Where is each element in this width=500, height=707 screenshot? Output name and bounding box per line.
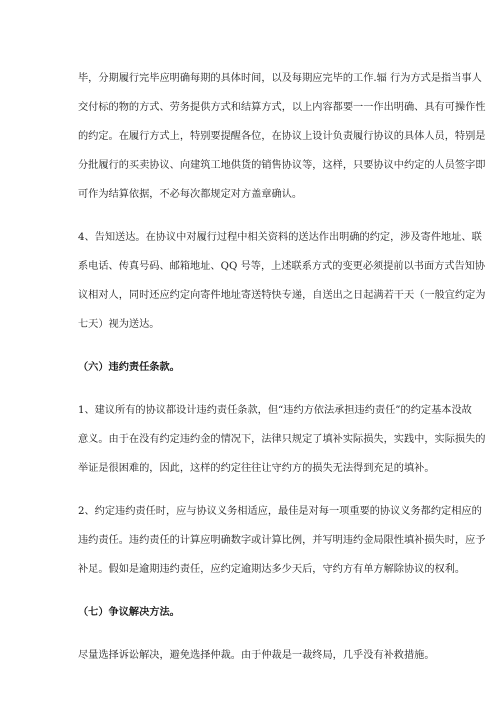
text-line: 举证是很困难的，因此，这样的约定往往让守约方的损失无法得到充足的填补。 [78,463,435,474]
paragraph-breach-clause-2 [78,497,486,584]
paragraph-dispute-resolution [78,641,435,670]
paragraph-performance-method [78,64,486,209]
paragraph-notice-delivery [78,223,486,339]
text-line: 交付标的物的方式、劳务提供方式和结算方式，以上内容都要一一作出明确、具有可操作性 [78,102,486,113]
text-line: 七天）视为送达。 [78,319,160,330]
text-line: 尽量选择诉讼解决，避免选择仲裁。由于仲裁是一裁终局，几乎没有补救措施。 [78,650,435,661]
text-line: 4、告知送达。在协议中对履行过程中相关资料的送达作出明确的约定，涉及寄件地址、联 [78,232,482,243]
text-line: 1、建议所有的协议都设计违约责任条款，但“违约方依法承担违约责任”的约定基本没故 [78,405,472,416]
text-line: 分批履行的买卖协议、向建筑工地供货的销售协议等，这样，只要协议中约定的人员签字即 [78,160,486,171]
paragraph-breach-clause-1 [78,396,486,483]
text-line: 议相对人，同时还应约定向寄件地址寄送特快专递，自送出之日起满若干天（一般宜约定为 [78,290,486,301]
text-line: 可作为结算依据，不必每次都规定对方盖章确认。 [78,189,303,200]
text-line: 意义。由于在没有约定违约金的情况下，法律只规定了填补实际损失，实践中，实际损失的 [78,434,486,445]
text-line: 补足。假如是逾期违约责任，应约定逾期达多少天后，守约方有单方解除协议的权利。 [78,564,466,575]
section-heading-dispute-resolution: （七）争议解决方法。 [78,606,180,618]
text-line: 的约定。在履行方式上，特别要提醒各位，在协议上设计负责履行协议的具体人员，特别是 [78,131,486,142]
text-line: 毕，分期履行完毕应明确每期的具体时间，以及每期应完毕的工作.辐 行为方式是指当事人 [78,73,482,84]
text-line: 系电话、传真号码、邮箱地址、QQ 号等，上述联系方式的变更必须提前以书面方式告知协 [78,261,486,272]
text-line: 2、约定违约责任时，应与协议义务相适应，最佳是对每一项重要的协议义务都约定相应的 [78,506,482,517]
text-line: 违约责任。违约责任的计算应明确数字或计算比例，并写明违约金局限性填补损失时，应予 [78,535,486,546]
section-heading-breach-liability: （六）违约责任条款。 [78,361,180,373]
